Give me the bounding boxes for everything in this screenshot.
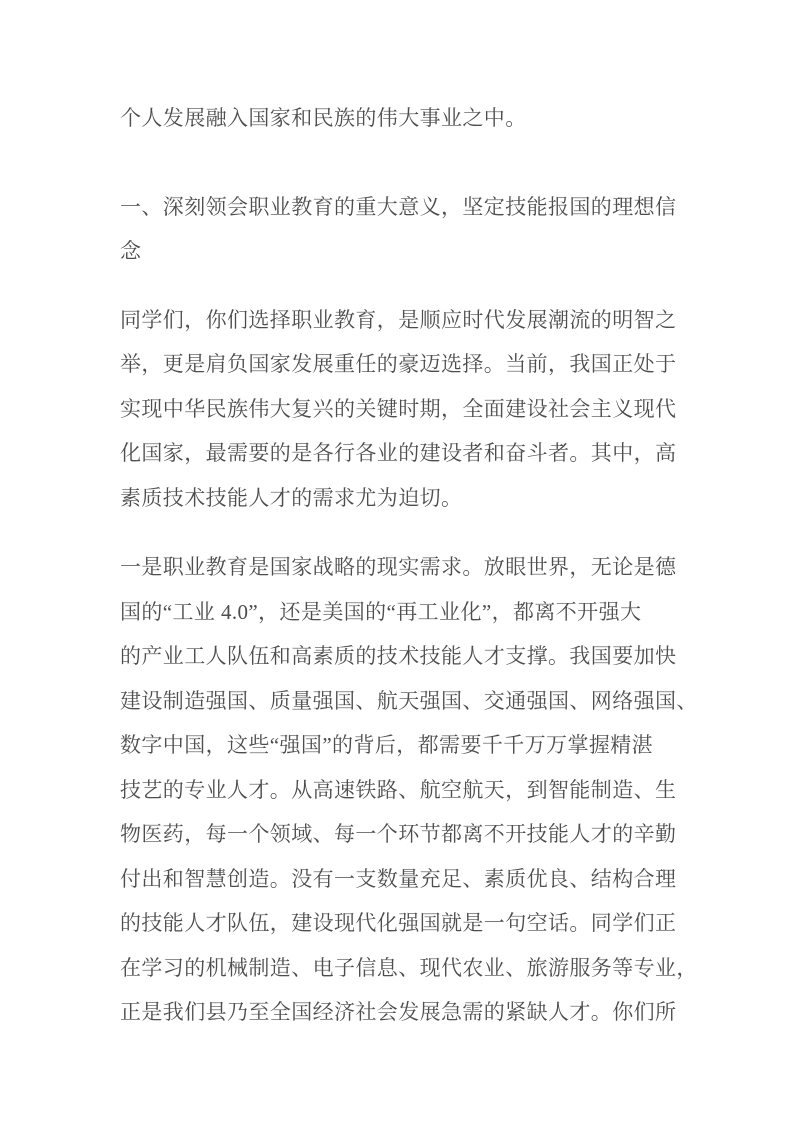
text-line: 付出和智慧创造。没有一支数量充足、素质优良、结构合理 (120, 866, 677, 891)
text-line: 在学习的机械制造、电子信息、现代农业、旅游服务等专业， (120, 955, 698, 980)
text-line: 化国家，最需要的是各行各业的建设者和奋斗者。其中，高 (120, 441, 677, 465)
heading-line: 一、深刻领会职业教育的重大意义，坚定技能报国的理想信 (120, 194, 677, 219)
text-line: 个人发展融入国家和民族的伟大事业之中。 (120, 106, 527, 130)
paragraph-continuation (120, 96, 737, 141)
paragraph (120, 298, 737, 521)
text-line: 技艺的专业人才。从高速铁路、航空航天，到智能制造、生 (120, 777, 677, 802)
text-line: 素质技术技能人才的需求尤为迫切。 (120, 485, 463, 510)
paragraph (120, 545, 737, 1035)
text-line: 正是我们县乃至全国经济社会发展急需的紧缺人才。你们所 (120, 1000, 677, 1024)
text-line: 的产业工人队伍和高素质的技术技能人才支撑。我国要加快 (120, 644, 677, 668)
text-line: 同学们，你们选择职业教育，是顺应时代发展潮流的明智之 (120, 307, 677, 332)
text-line: 国的“工业 4.0”，还是美国的“再工业化”，都离不开强大 (120, 599, 642, 624)
text-line: 一是职业教育是国家战略的现实需求。放眼世界，无论是德 (120, 555, 677, 579)
text-line: 的技能人才队伍，建设现代化强国就是一句空话。同学们正 (120, 911, 677, 935)
text-line: 数字中国，这些“强国”的背后，都需要千千万万掌握精湛 (120, 733, 654, 757)
section-heading (120, 185, 737, 274)
heading-line: 念 (120, 239, 142, 263)
text-line: 物医药，每一个领域、每一个环节都离不开技能人才的辛勤 (120, 822, 677, 846)
text-line: 举，更是肩负国家发展重任的豪迈选择。当前，我国正处于 (120, 352, 677, 376)
text-line: 建设制造强国、质量强国、航天强国、交通强国、网络强国、 (120, 688, 698, 713)
text-line: 实现中华民族伟大复兴的关键时期，全面建设社会主义现代 (120, 396, 677, 421)
